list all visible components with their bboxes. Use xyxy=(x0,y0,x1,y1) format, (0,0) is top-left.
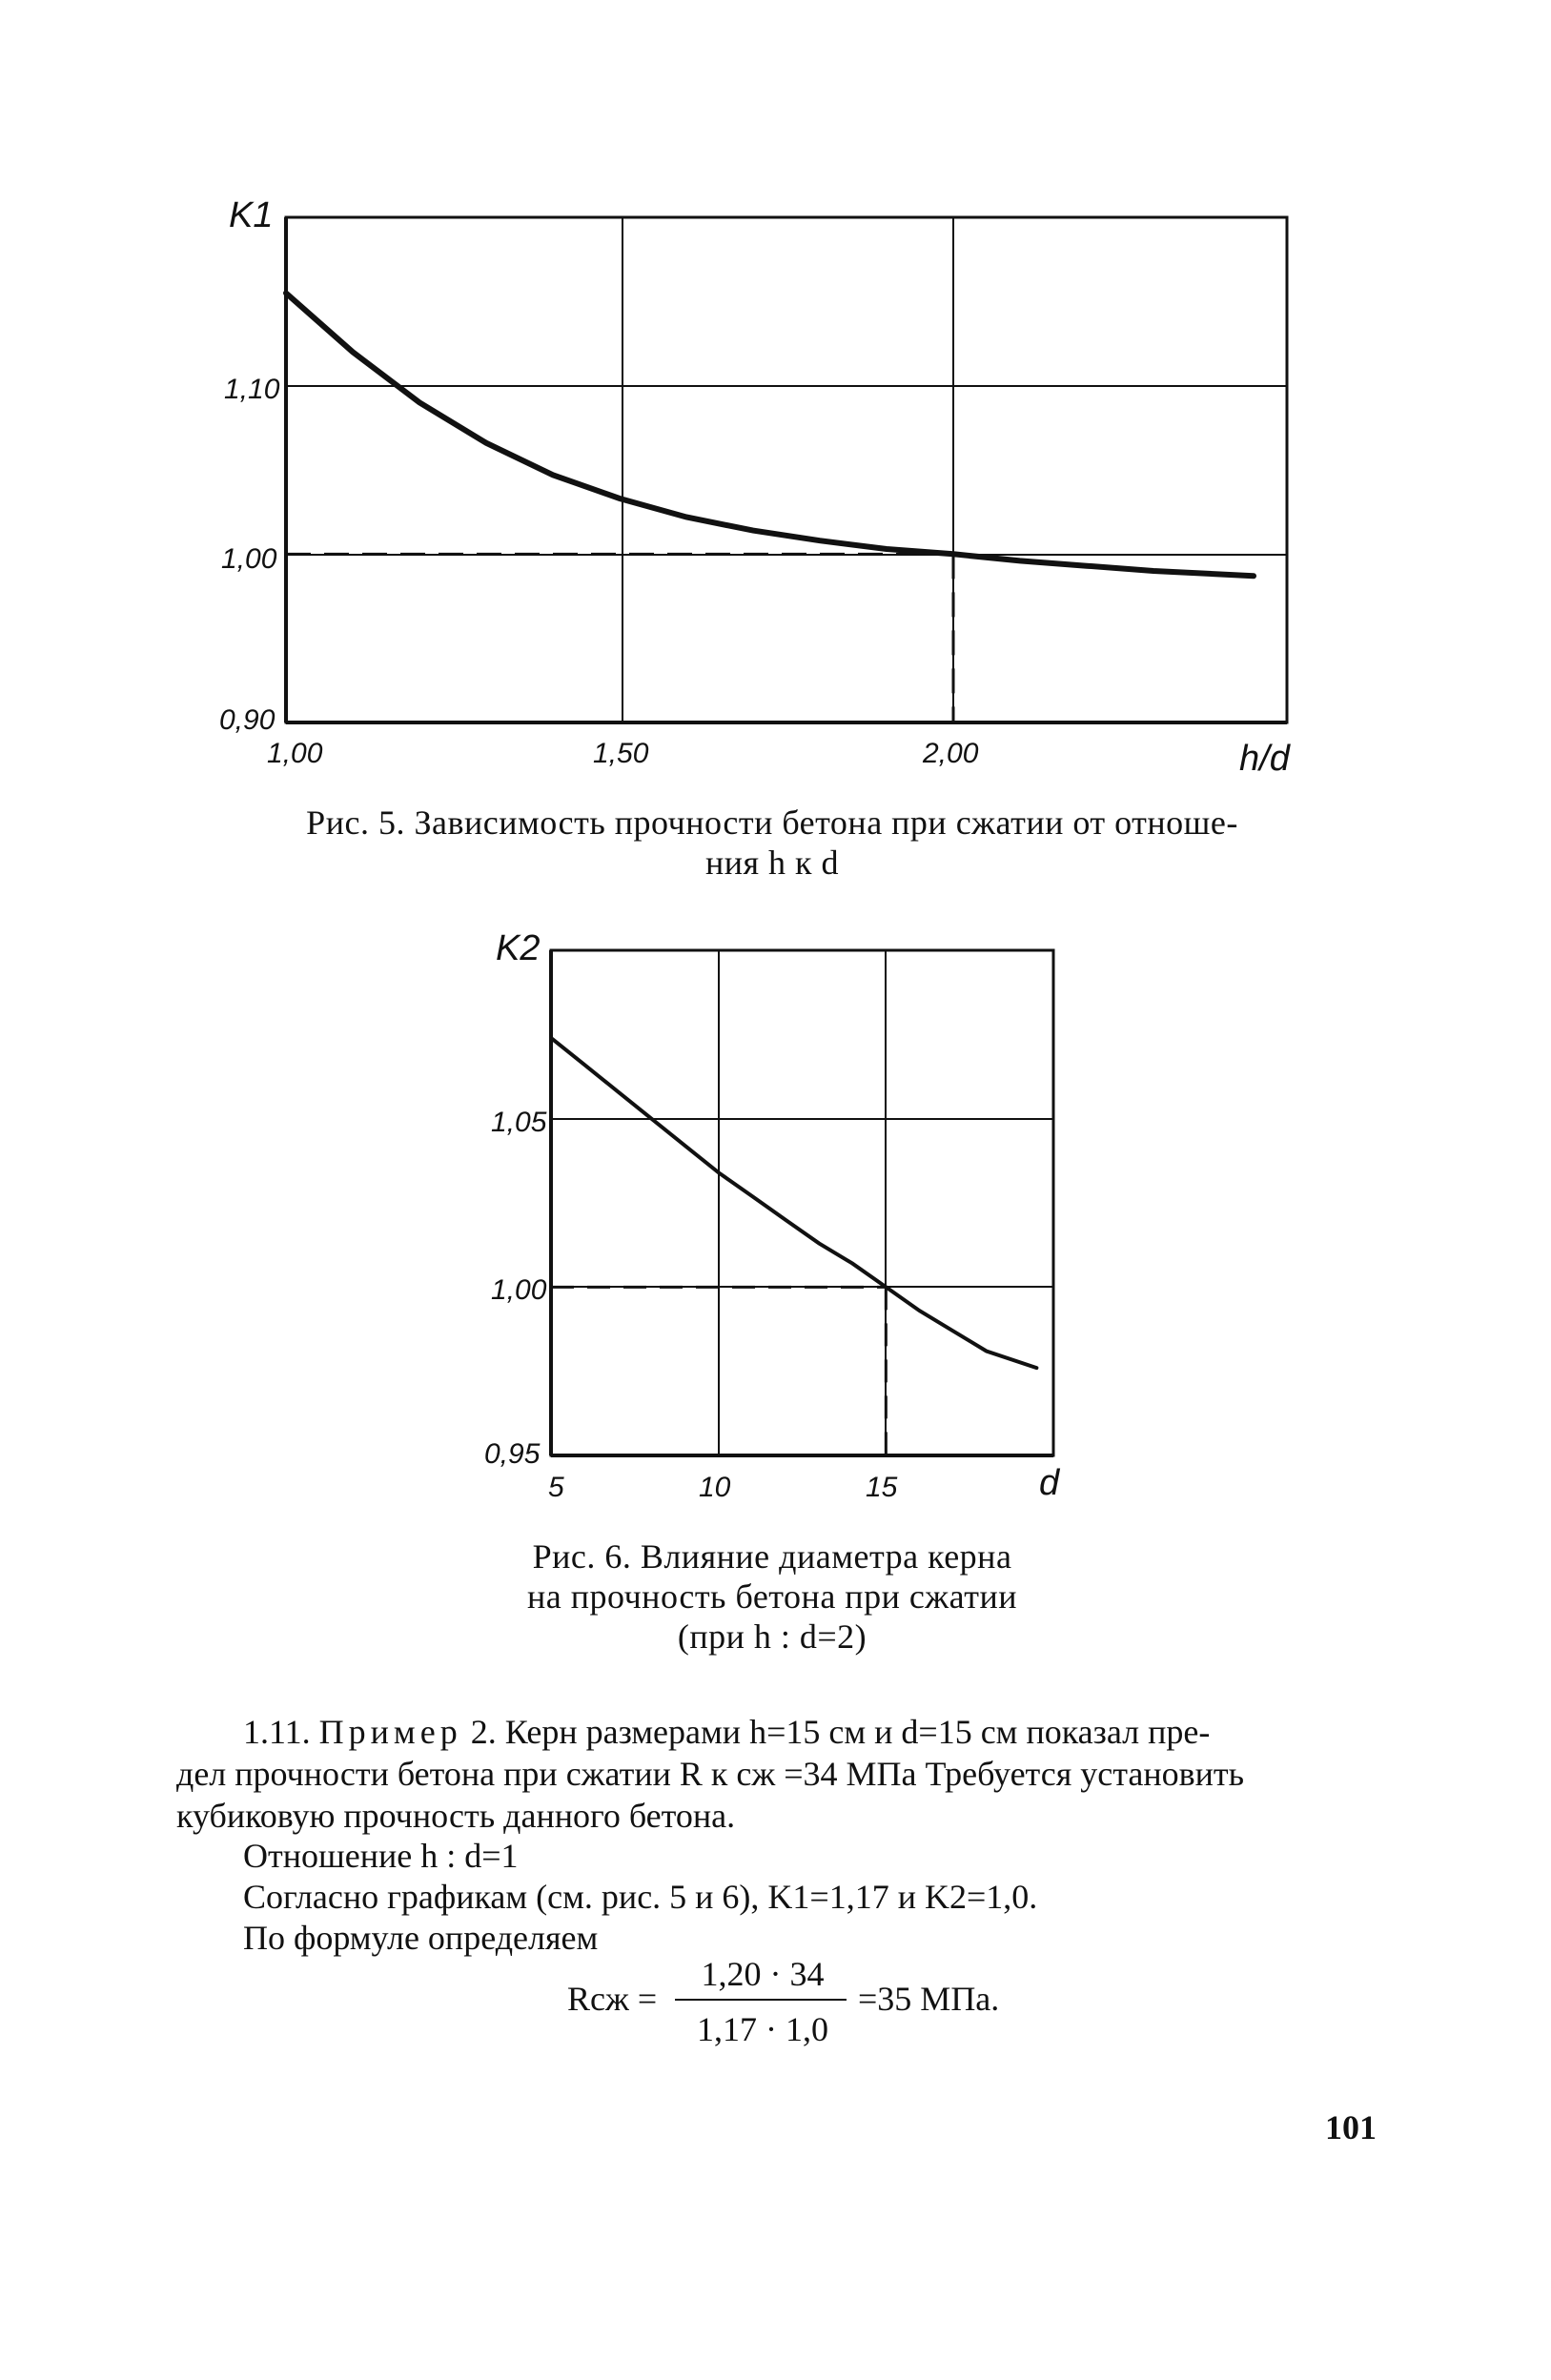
formula-lhs: Rсж = xyxy=(567,1980,658,2018)
chart1-ytick-110: 1,10 xyxy=(224,374,280,405)
chart2-xtick-10: 10 xyxy=(699,1472,731,1503)
fig6-caption xyxy=(448,1536,1096,1657)
paragraph-graphs: Согласно графикам (см. рис. 5 и 6), K1=1,17 и K2=1,0. xyxy=(243,1878,1038,1916)
fig5-caption-line2: ния h к d xyxy=(704,844,840,882)
chart1-xtick-100: 1,00 xyxy=(267,738,323,769)
chart-k1-vs-h-d xyxy=(219,195,1292,779)
p1-example-word: Пример xyxy=(318,1713,462,1751)
p1-line2: дел прочности бетона при сжатии R к сж =34 МПа Требуется установить xyxy=(176,1755,1245,1793)
chart1-ytick-100: 1,00 xyxy=(221,543,277,575)
formula-fraction-bar xyxy=(675,1999,847,2001)
fig6-caption-line1: Рис. 6. Влияние диаметра керна xyxy=(532,1537,1012,1576)
chart2-ylabel: K2 xyxy=(496,928,541,968)
chart1-xtick-200: 2,00 xyxy=(923,738,979,769)
p1-number: 1.11. xyxy=(243,1713,311,1751)
chart2-series-line-k2 xyxy=(551,1038,1036,1368)
fig5-caption xyxy=(229,803,1316,883)
chart2-xtick-5: 5 xyxy=(548,1472,564,1503)
chart2-xtick-15: 15 xyxy=(866,1472,898,1503)
chart2-ytick-105: 1,05 xyxy=(491,1107,547,1138)
fig6-caption-line3: (при h : d=2) xyxy=(677,1617,867,1656)
paragraph-example-2 xyxy=(176,1711,1387,1837)
p1-line1-rest: 2. Керн размерами h=15 см и d=15 см показал пре- xyxy=(470,1713,1211,1751)
chart2-frame xyxy=(551,950,1053,1455)
fig6-caption-line2: на прочность бетона при сжатии xyxy=(527,1577,1017,1616)
p1-line1 xyxy=(176,1711,1387,1753)
chart2-xlabel: d xyxy=(1039,1463,1060,1503)
paragraph-ratio: Отношение h : d=1 xyxy=(243,1837,519,1875)
chart1-ytick-090: 0,90 xyxy=(219,704,276,736)
chart1-ylabel: K1 xyxy=(229,195,274,235)
chart2-ytick-095: 0,95 xyxy=(484,1438,541,1470)
chart-k2-vs-d xyxy=(484,928,1061,1503)
formula-numerator: 1,20 · 34 xyxy=(701,1955,825,1993)
paragraph-formula-intro: По формуле определяем xyxy=(243,1919,599,1957)
chart1-frame xyxy=(286,217,1287,722)
chart1-xlabel: h/d xyxy=(1239,739,1290,779)
formula-denominator: 1,17 · 1,0 xyxy=(697,2010,828,2048)
chart1-series-line-k1 xyxy=(286,294,1254,577)
formula-rhs: =35 МПа. xyxy=(858,1980,1000,2018)
p1-line3: кубиковую прочность данного бетона. xyxy=(176,1797,736,1835)
chart2-ytick-100: 1,00 xyxy=(491,1274,547,1306)
fig5-caption-line1: Рис. 5. Зависимость прочности бетона при сжатии от отноше- xyxy=(306,804,1238,842)
chart1-xtick-150: 1,50 xyxy=(593,738,649,769)
page-number: 101 xyxy=(1325,2108,1377,2146)
